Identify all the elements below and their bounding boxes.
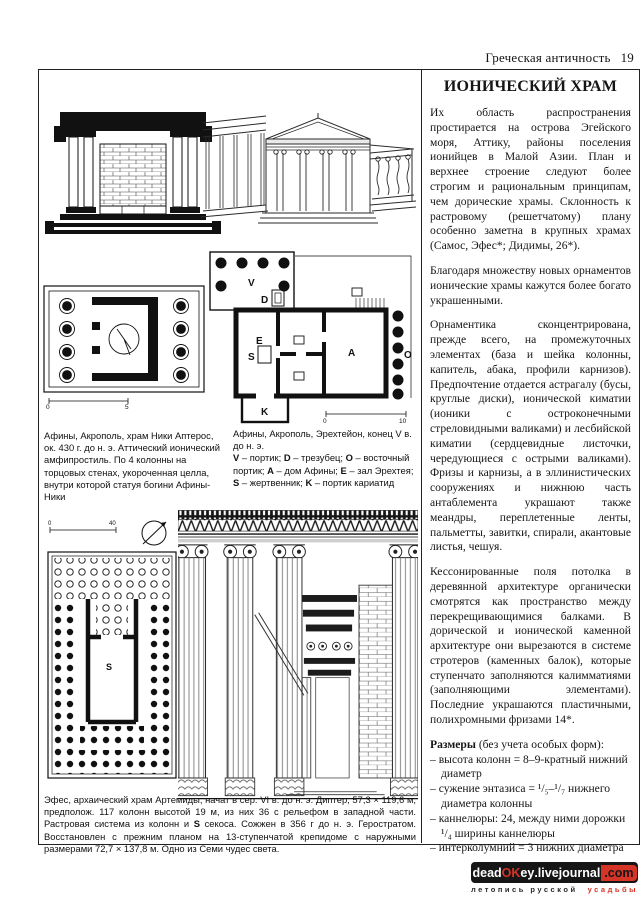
size-item: – каннелюры: 24, между ними дорожки ¹/₄ ширины каннелюры xyxy=(430,811,626,840)
svg-text:10: 10 xyxy=(399,418,407,425)
column-divider xyxy=(421,69,422,843)
svg-text:40: 40 xyxy=(109,521,116,527)
figure-erechtheion-perspective xyxy=(200,93,420,260)
ionic-capitals xyxy=(178,545,418,558)
header-title: Греческая античность xyxy=(485,50,611,65)
caption-artemis: Эфес, архаический храм Артемиды, начат в сер. VI в. до н. э. Диптер, 57,3 × 119,6 м, предполож. 117 колонн высотой 19 м, из них 36 с рельефом в западной части. Растровая система из колонн и S секоса. Сожжен в 356 г до н. э. Геростратом. Восстановлен с прежним планом на 13-ступенчатой крепидоме с наружными размерами 72,7 × 137,8 м. Одно из Семи чудес света. xyxy=(44,794,416,854)
svg-text:D: D xyxy=(261,295,269,306)
erechtheion-perspective-drawing xyxy=(200,93,420,255)
figure-artemis-plan xyxy=(40,518,188,791)
figure-nike-elevation xyxy=(44,100,222,263)
nike-plan-drawing xyxy=(40,282,212,410)
artemis-plan-drawing xyxy=(40,518,188,786)
size-item: – интерколумний = 3 нижних диаметра xyxy=(430,841,624,855)
statue-symbol xyxy=(109,324,139,355)
watermark-tagline: летопись русской усадьбы xyxy=(471,885,638,894)
inner-architraves xyxy=(300,595,357,676)
figure-artemis-colonnade xyxy=(178,506,418,811)
svg-text:A: A xyxy=(348,348,356,359)
svg-text:S: S xyxy=(248,352,255,363)
article-title: ИОНИЧЕСКИЙ ХРАМ xyxy=(443,78,618,95)
artemis-plan-scale-bar xyxy=(48,521,116,533)
svg-text:0: 0 xyxy=(48,521,52,527)
caption-erechtheion: Афины, Акрополь, Эрехтейон, конец V в. до н. э. V – портик; D – трезубец; O – восточный портик; A – дом Афины; E – зал Эрехтея; S – жертвенник; K – портик кариатид xyxy=(233,428,414,488)
svg-text:0: 0 xyxy=(46,404,50,410)
svg-text:V: V xyxy=(248,278,255,289)
svg-text:O: O xyxy=(404,350,412,361)
figure-nike-plan xyxy=(40,282,212,415)
size-item: – сужение энтазиса = ¹/₅–¹/₇ нижнего диаметра колонны xyxy=(430,782,611,811)
svg-text:0: 0 xyxy=(323,418,327,425)
erechtheion-plan-scale-bar xyxy=(323,411,407,425)
article-paragraph: Орнаментика сконцентрирована, прежде всего, на промежуточных элементах (база и шейка колонны, капитель, абака, профили карнизов). Предпочтение отдается астрагалу (бусы, круглые диски), ионической киматии (ионики с остроконечными стреловидными валиками) и лесбийской киматии (сердцевидные листочки, чередующиеся с острыми валиками). Фризы и карнизы, а в эллинистических сооружениях и нижнюю часть антаблемента украшают также меандры, переплетенные ленты, пальметты, завитки, спирали, акантовые листья, чешуя. xyxy=(430,318,631,554)
erechtheion-plan-drawing xyxy=(206,246,418,426)
size-item: – высота колонн = 8–9-кратный нижний диаметр xyxy=(430,752,628,781)
svg-text:E: E xyxy=(256,336,263,347)
svg-text:5: 5 xyxy=(125,404,129,410)
caption-erechtheion-title: Афины, Акрополь, Эрехтейон, конец V в. до н. э. xyxy=(233,428,412,452)
caption-nike-text: Афины, Акрополь, храм Ники Аптерос, ок. 430 г. до н. э. Аттический ионический амфипростиль. По 4 колонны на торцовых стенах, укороченная целла, внутри которой статуя богини Афины-Ники xyxy=(44,430,220,503)
watermark-stamp xyxy=(471,862,638,894)
caption-nike xyxy=(44,430,226,503)
nike-plan-scale-bar xyxy=(46,398,129,410)
page-number: 19 xyxy=(620,50,634,65)
sizes-heading: Размеры (без учета особых форм): xyxy=(430,737,604,751)
artemis-colonnade-drawing xyxy=(178,506,418,806)
running-header xyxy=(0,50,634,66)
article-column xyxy=(430,76,631,856)
nike-plan-cella-walls xyxy=(92,297,158,381)
article-paragraph: Кессонированные поля потолка в деревянной архитектуре органически смотрятся как пространство между перекрещивающимися балками. В дорической и ионической каменной архитектуре они вырезаются в системе стротеров (каменных балок), которые ступенчато заполняются калимматиями (заполняющими элементами). Последние украшаются пластичными, полихромными фризами 14*. xyxy=(430,565,631,727)
article-paragraph: Благодаря множеству новых орнаментов ионические храмы кажутся более богато украшенными. xyxy=(430,263,631,307)
watermark-url: dead OK ey .livejournal .com xyxy=(471,862,638,883)
nike-plan-columns xyxy=(60,299,189,383)
svg-text:S: S xyxy=(106,662,113,672)
compass-icon xyxy=(142,521,166,545)
nike-elevation-drawing xyxy=(44,100,222,258)
figure-erechtheion-plan xyxy=(206,246,418,431)
article-paragraph: Их область распространения простирается на острова Эгейского моря, Аттику, районы поселения ионийцев в Малой Азии. План и верхнее строение следуют более строгим и рациональным принципам, чем дорические храмы. Склонность к растровому (решетчатому) плану особенно заметна в крупных храмах (Самос, Эфес*; Дидимы, 26*). xyxy=(430,106,631,253)
svg-text:K: K xyxy=(261,407,269,418)
